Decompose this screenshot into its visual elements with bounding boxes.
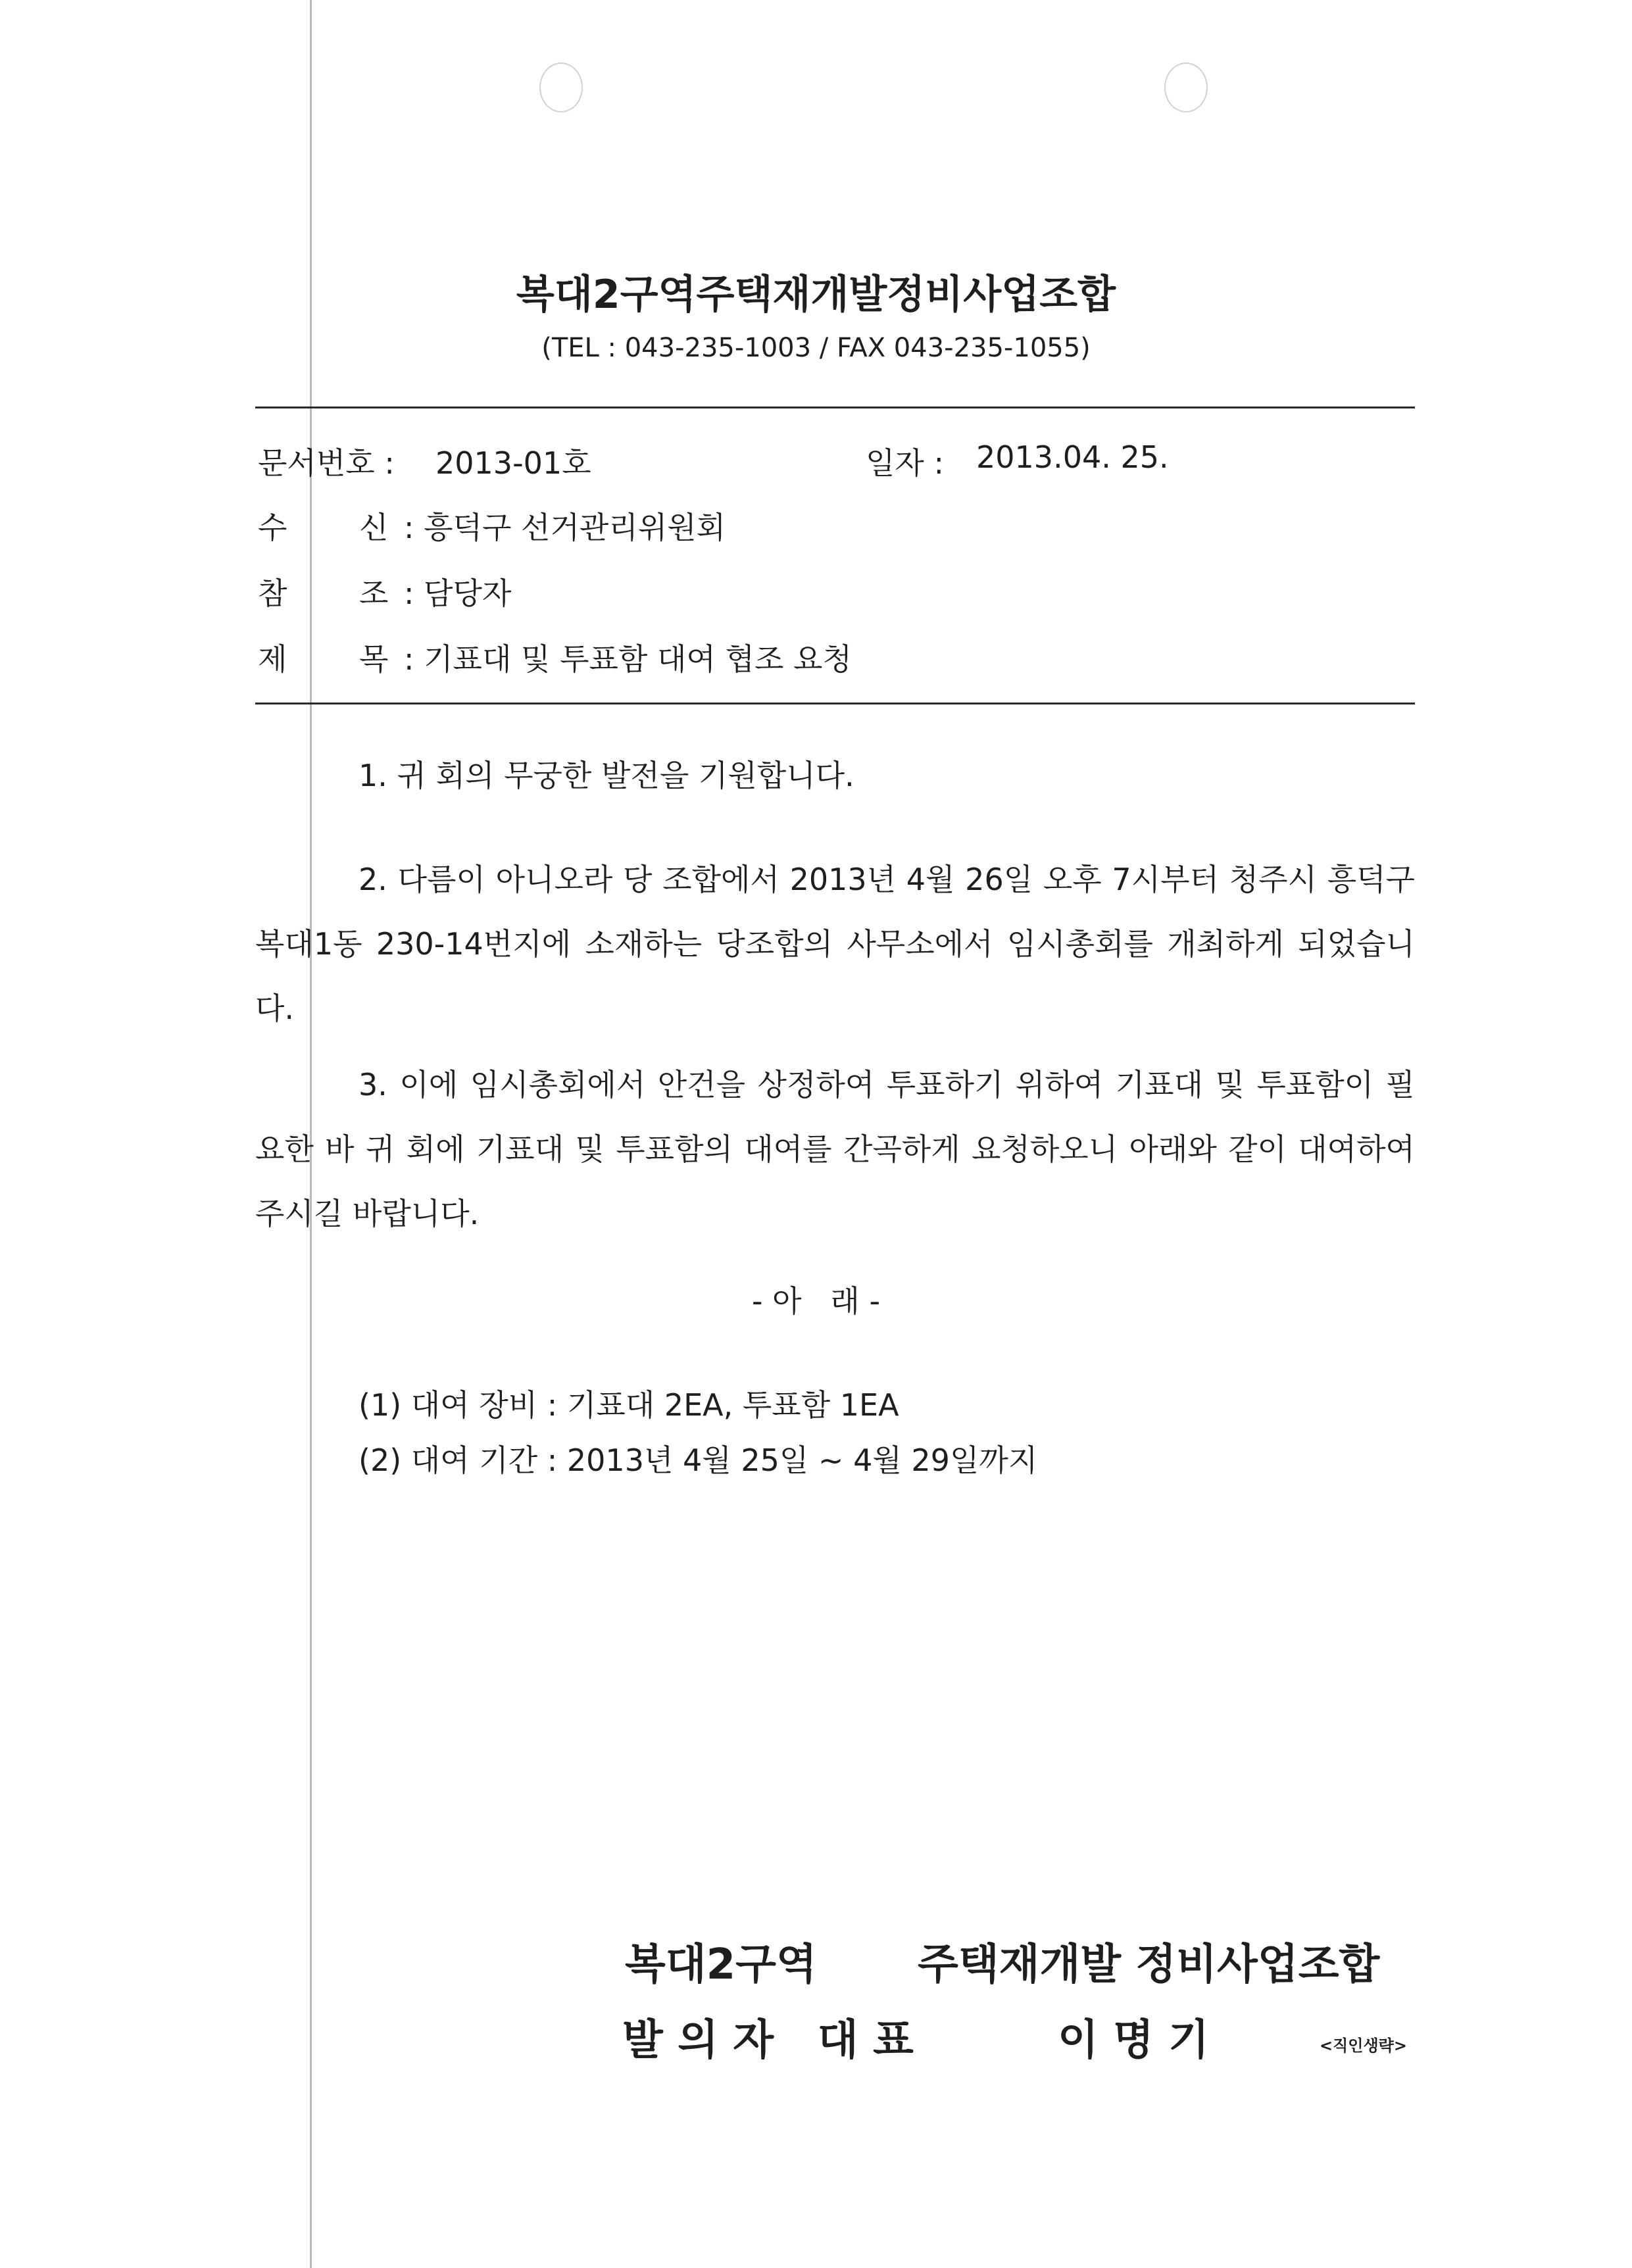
- reference-label-2: 조: [359, 576, 389, 611]
- paragraph-3-text: 3. 이에 임시총회에서 안건을 상정하여 투표하기 위하여 기표대 및 투표함이 필요한 바 귀 회에 기표대 및 투표함의 대여를 간곡하게 요청하오니 아래와 같이 대여하여 주시길 바랍니다.: [255, 1067, 1415, 1231]
- recipient-value: : 흥덕구 선거관리위원회: [404, 510, 726, 545]
- top-divider: [255, 407, 1415, 408]
- paragraph-3: [255, 1052, 1415, 1246]
- signature-org-part2: 주택재개발 정비사업조합: [918, 1940, 1380, 1989]
- paragraph-1-text: 1. 귀 회의 무궁한 발전을 기원합니다.: [359, 758, 854, 793]
- punch-hole-mark: [539, 62, 583, 112]
- subject-label-2: 목: [359, 641, 389, 677]
- reference-label-1: 참: [258, 576, 287, 611]
- signature-org-part1: 복대2구역: [625, 1940, 817, 1989]
- doc-number-value: 2013-01호: [435, 445, 591, 481]
- paragraph-2: [255, 847, 1415, 1041]
- date-value: 2013.04. 25.: [976, 439, 1169, 475]
- subject-label-1: 제: [258, 641, 287, 677]
- subject-value: : 기표대 및 투표함 대여 협조 요청: [404, 641, 852, 677]
- signature-role: 발 의 자 대 표: [622, 2016, 914, 2065]
- paragraph-2-text: 2. 다름이 아니오라 당 조합에서 2013년 4월 26일 오후 7시부터 청주시 흥덕구 복대1동 230-14번지에 소재하는 당조합의 사무소에서 임시총회를 개최하게 되었습니다.: [255, 862, 1415, 1026]
- paragraph-1: [255, 743, 1415, 808]
- header-divider: [255, 703, 1415, 704]
- contact-info: (TEL : 043-235-1003 / FAX 043-235-1055): [541, 333, 1091, 363]
- reference-value: : 담당자: [404, 576, 512, 611]
- rental-period-item: (2) 대여 기간 : 2013년 4월 25일 ~ 4월 29일까지: [359, 1442, 1038, 1478]
- signature-name: 이 명 기: [1058, 2016, 1210, 2065]
- punch-hole-mark: [1164, 62, 1208, 112]
- date-label: 일자 :: [866, 445, 944, 481]
- doc-number-label: 문서번호 :: [258, 445, 395, 481]
- rental-equipment-item: (1) 대여 장비 : 기표대 2EA, 투표함 1EA: [359, 1387, 899, 1423]
- organization-title: 복대2구역주택재개발정비사업조합: [516, 272, 1116, 318]
- attachment-heading: - 아 래 -: [751, 1283, 881, 1319]
- seal-omitted-note: <직인생략>: [1320, 2036, 1407, 2055]
- recipient-label-2: 신: [359, 510, 389, 545]
- recipient-label-1: 수: [258, 510, 287, 545]
